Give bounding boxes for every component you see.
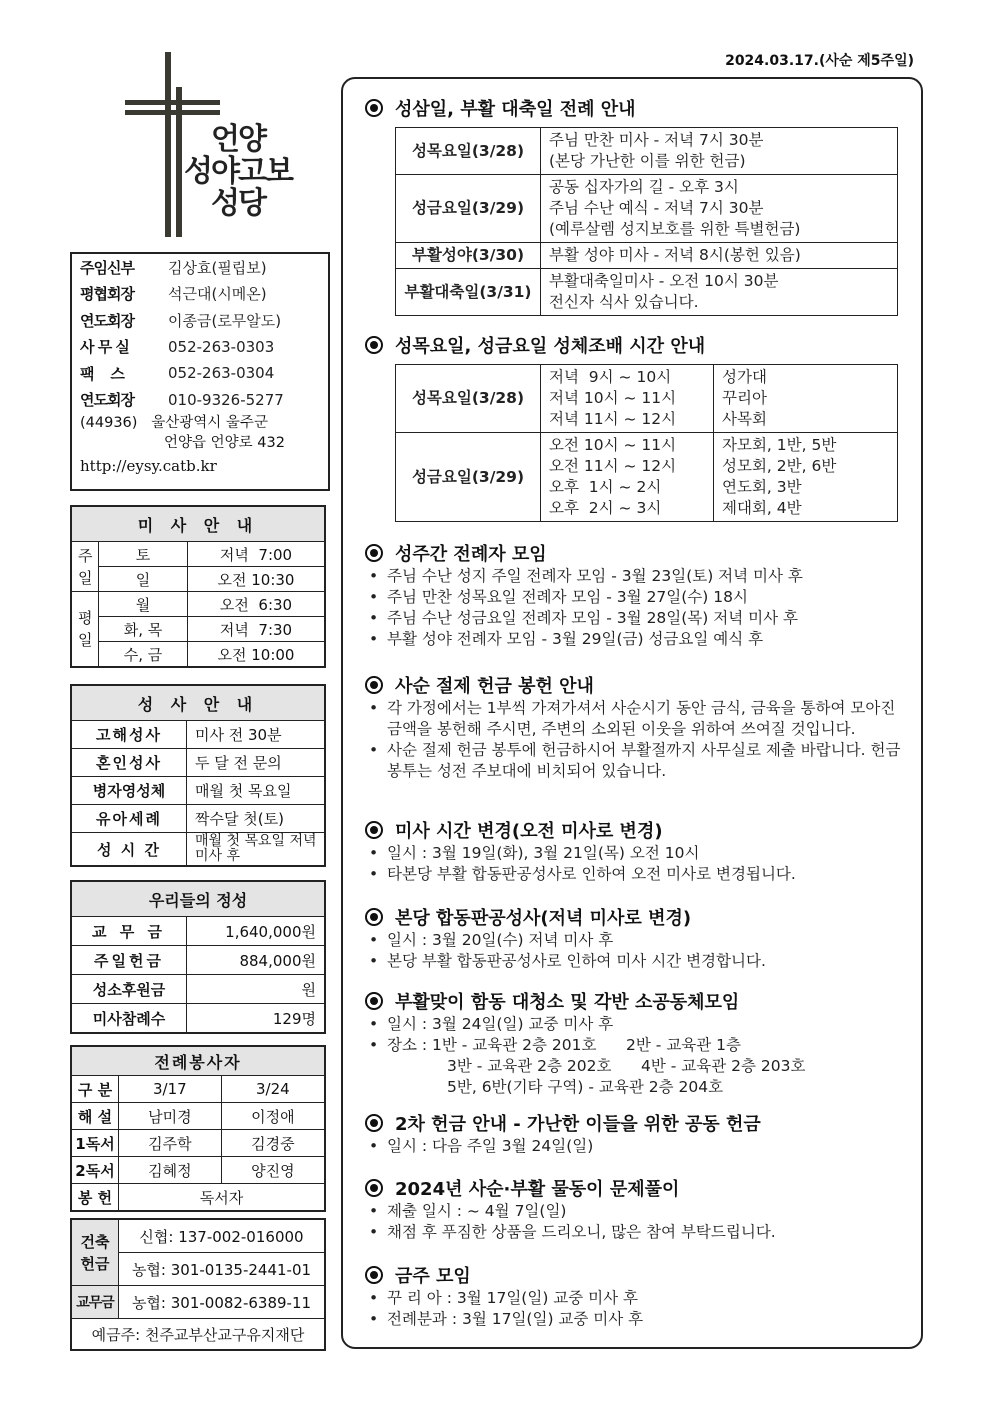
servers-role: 1독서 [71, 1130, 119, 1157]
sacrament-key: 유아세례 [71, 805, 187, 833]
section-title [365, 540, 905, 566]
section-title-text: 2024년 사순·부활 물동이 문제풀이 [395, 1179, 680, 1200]
section-title [365, 904, 905, 930]
offering-value: 1,640,000원 [187, 917, 326, 946]
account-holder: 예금주: 천주교부산교구유지재단 [71, 1319, 325, 1351]
build-label-text: 건축헌금 [80, 1232, 110, 1273]
detail-line: 공동 십자가의 길 - 오후 3시 [549, 178, 739, 196]
servers-cell: 이정애 [221, 1103, 325, 1130]
section-title [365, 988, 905, 1014]
parish-name [178, 124, 298, 220]
offering-value: 884,000원 [187, 946, 326, 975]
sacrament-value: 매월 첫 목요일 저녁미사 후 [187, 833, 326, 867]
section-adoration [365, 332, 905, 522]
mass-day: 화, 목 [99, 617, 188, 642]
sacrament-value: 짝수달 첫(토) [187, 805, 326, 833]
contact-key: 사 무 실 [80, 338, 129, 357]
contact-key: 주임신부 [80, 258, 134, 277]
build-label [71, 1219, 119, 1286]
section-title [365, 817, 905, 843]
offering-value: 129명 [187, 1004, 326, 1034]
section-weekly-meetings [365, 1262, 905, 1330]
sacrament-key: 성 시 간 [71, 833, 187, 867]
section-title-text: 성주간 전례자 모임 [395, 544, 547, 565]
contact-row [72, 307, 328, 334]
servers-header: 3/17 [119, 1076, 222, 1103]
zip-code: (44936) [80, 415, 138, 431]
section-title [365, 1262, 905, 1288]
servers-cell: 남미경 [119, 1103, 222, 1130]
account-number: 신협: 137-002-016000 [119, 1219, 326, 1253]
contact-row [72, 360, 328, 387]
time-slot: 저녁 10시 ~ 11시 [549, 389, 677, 407]
offering-key: 주일헌금 [71, 946, 187, 975]
time-slot: 저녁 9시 ~ 10시 [549, 368, 672, 386]
address-line1: 울산광역시 울주군 [151, 415, 268, 431]
detail-line: 주님 수난 예식 - 저녁 7시 30분 [549, 199, 764, 217]
sacrament-info [70, 684, 326, 867]
contact-value: 이종금(로무알도) [168, 311, 282, 330]
liturgy-day: 성금요일(3/29) [396, 175, 541, 243]
detail-line: 주님 만찬 미사 - 저녁 7시 30분 [549, 131, 764, 149]
offering-summary [70, 880, 326, 1034]
account-number: 농협: 301-0135-2441-01 [119, 1253, 326, 1286]
contact-row [72, 334, 328, 361]
section-triduum [365, 95, 905, 316]
servers-cell: 김경중 [221, 1130, 325, 1157]
adoration-groups [714, 433, 898, 522]
list-item: • 타본당 부활 합동판공성사로 인하여 오전 미사로 변경됩니다. [365, 864, 905, 885]
section-title [365, 95, 905, 121]
adoration-times [541, 365, 714, 433]
time-slot: 오후 2시 ~ 3시 [549, 499, 662, 517]
weekday-label [71, 592, 99, 668]
sacrament-value: 두 달 전 문의 [187, 749, 326, 777]
announcements-panel [341, 77, 923, 1349]
cross-bar-2 [125, 110, 220, 115]
list-item: • 일시 : 3월 24일(일) 교중 미사 후 [365, 1014, 905, 1035]
address-line2: 언양읍 언양로 432 [164, 435, 285, 451]
servers-cell: 양진영 [221, 1157, 325, 1184]
account-number: 농협: 301-0082-6389-11 [119, 1286, 326, 1319]
contact-row [72, 387, 328, 414]
section-confession [365, 904, 905, 972]
parish-logo [120, 52, 300, 237]
section-title-text: 2차 헌금 안내 - 가난한 이들을 위한 공동 헌금 [395, 1114, 761, 1135]
bullet-icon [365, 99, 383, 117]
adoration-times [541, 433, 714, 522]
time-slot: 오전 10시 ~ 11시 [549, 436, 677, 454]
section-title [365, 1175, 905, 1201]
section-title-text: 부활맞이 함동 대청소 및 각반 소공동체모임 [395, 992, 740, 1013]
cross-bar [125, 100, 220, 105]
list-item: • 주님 수난 성지 주일 전례자 모임 - 3월 23일(토) 저녁 미사 후 [365, 566, 905, 587]
section-quiz [365, 1175, 905, 1243]
servers-title: 전례봉사자 [71, 1046, 325, 1076]
mass-time: 저녁 7:30 [188, 617, 326, 642]
adoration-day: 성목요일(3/28) [396, 365, 541, 433]
servers-header: 3/24 [221, 1076, 325, 1103]
detail-line: 부활대축일미사 - 오전 10시 30분 [549, 272, 779, 290]
mass-time: 오전 10:00 [188, 642, 326, 668]
logo-line3: 성당 [211, 186, 265, 221]
time-slot: 오전 11시 ~ 12시 [549, 457, 677, 475]
list-item: • 본당 부활 합동판공성사로 인하여 미사 시간 변경합니다. [365, 951, 905, 972]
time-slot: 저녁 11시 ~ 12시 [549, 410, 677, 428]
bulletin-date: 2024.03.17.(사순 제5주일) [725, 53, 914, 69]
bullet-icon [365, 676, 383, 694]
liturgy-servers [70, 1045, 326, 1212]
contact-key: 평협회장 [80, 285, 134, 304]
section-holy-week-meeting [365, 540, 905, 650]
section-title [365, 1110, 905, 1136]
liturgy-day: 성목요일(3/28) [396, 128, 541, 175]
contact-key: 연도회장 [80, 391, 134, 410]
group-name: 성가대 [722, 368, 767, 386]
list-item: • 부활 성야 전례자 모임 - 3월 29일(금) 성금요일 예식 후 [365, 629, 905, 650]
bullet-icon [365, 336, 383, 354]
sunday-label [71, 542, 99, 592]
offering-title: 우리들의 정성 [71, 881, 325, 917]
sacrament-key: 혼인성사 [71, 749, 187, 777]
mass-time: 저녁 7:00 [188, 542, 326, 567]
list-item: • 제출 일시 : ~ 4월 7일(일) [365, 1201, 905, 1222]
liturgy-detail [541, 243, 898, 269]
section-title-text: 성목요일, 성금요일 성체조배 시간 안내 [395, 336, 706, 357]
mass-day: 토 [99, 542, 188, 567]
liturgy-day: 부활성야(3/30) [396, 243, 541, 269]
bullet-icon [365, 992, 383, 1010]
list-item: • 꾸 리 아 : 3월 17일(일) 교중 미사 후 [365, 1288, 905, 1309]
list-item-continued: 3반 - 교육관 2층 202호 4반 - 교육관 2층 203호 [447, 1057, 806, 1075]
contact-box [70, 252, 330, 491]
logo-line1: 언양 [211, 122, 265, 157]
section-title-text: 본당 합동판공성사(저녁 미사로 변경) [395, 908, 692, 929]
sacrament-title: 성 사 안 내 [71, 685, 325, 721]
list-item: • 장소 : 1반 - 교육관 2층 201호 2반 - 교육관 1층 [365, 1035, 905, 1056]
liturgy-detail [541, 269, 898, 316]
contact-row [72, 281, 328, 308]
adoration-groups [714, 365, 898, 433]
detail-line: (본당 가난한 이를 위한 헌금) [549, 152, 746, 170]
sacrament-key: 고해성사 [71, 721, 187, 749]
servers-role: 해 설 [71, 1103, 119, 1130]
address [72, 413, 328, 453]
liturgy-detail [541, 175, 898, 243]
detail-line: 부활 성야 미사 - 저녁 8시(봉헌 있음) [549, 246, 801, 264]
detail-line: 전신자 식사 있습니다. [549, 293, 699, 311]
adoration-day: 성금요일(3/29) [396, 433, 541, 522]
mass-day: 일 [99, 567, 188, 592]
weekday-text: 평일 [78, 609, 93, 649]
contact-value: 김상효(필립보) [168, 258, 267, 277]
list-item: • 일시 : 다음 주일 3월 24일(일) [365, 1136, 905, 1157]
liturgy-day: 부활대축일(3/31) [396, 269, 541, 316]
list-item: • 채점 후 푸짐한 상품을 드리오니, 많은 참여 부탁드립니다. [365, 1222, 905, 1243]
section-lent-offering [365, 672, 905, 782]
time-slot: 오후 1시 ~ 2시 [549, 478, 662, 496]
contact-value: 석근대(시메온) [168, 285, 267, 304]
contact-row [72, 254, 328, 281]
bullet-icon [365, 1114, 383, 1132]
edu-label: 교무금 [71, 1286, 119, 1319]
cross-icon [165, 52, 171, 237]
list-item: • 주님 만찬 성목요일 전례자 모임 - 3월 27일(수) 18시 [365, 587, 905, 608]
contact-key: 팩 스 [80, 364, 124, 383]
bullet-icon [365, 821, 383, 839]
servers-cell: 김주학 [119, 1130, 222, 1157]
section-title [365, 332, 905, 358]
servers-header: 구 분 [71, 1076, 119, 1103]
list-item: • 주님 수난 성금요일 전례자 모임 - 3월 28일(목) 저녁 미사 후 [365, 608, 905, 629]
contact-value: 052-263-0304 [168, 364, 275, 383]
website-link[interactable]: http://eysy.catb.kr [80, 457, 217, 475]
mass-day: 수, 금 [99, 642, 188, 668]
section-cleaning [365, 988, 905, 1098]
sacrament-value: 미사 전 30분 [187, 721, 326, 749]
offering-value: 원 [187, 975, 326, 1004]
group-name: 사목회 [722, 410, 767, 428]
detail-line: (예루살렘 성지보호를 위한 특별헌금) [549, 220, 801, 238]
group-name: 제대회, 4반 [722, 499, 802, 517]
section-second-collection [365, 1110, 905, 1157]
list-item: • 각 가정에서는 1부씩 가져가셔서 사순시기 동안 금식, 금육을 통하여 모아진 금액을 봉헌해 주시면, 주변의 소외된 이웃을 위하여 쓰여질 것입니다. [365, 698, 905, 740]
servers-cell: 독서자 [119, 1184, 326, 1212]
servers-role: 2독서 [71, 1157, 119, 1184]
section-title [365, 672, 905, 698]
list-item: • 일시 : 3월 20일(수) 저녁 미사 후 [365, 930, 905, 951]
bullet-icon [365, 908, 383, 926]
group-name: 꾸리아 [722, 389, 767, 407]
group-name: 연도회, 3반 [722, 478, 802, 496]
section-title-text: 미사 시간 변경(오전 미사로 변경) [395, 821, 663, 842]
mass-time: 오전 6:30 [188, 592, 326, 617]
sunday-text: 주일 [78, 546, 93, 587]
bullet-icon [365, 1266, 383, 1284]
section-title-text: 성삼일, 부활 대축일 전례 안내 [395, 99, 636, 120]
sacrament-value: 매월 첫 목요일 [187, 777, 326, 805]
offering-key: 교 무 금 [71, 917, 187, 946]
logo-line2: 성야고보 [184, 154, 292, 189]
mass-schedule [70, 505, 326, 668]
list-item: • 일시 : 3월 19일(화), 3월 21일(목) 오전 10시 [365, 843, 905, 864]
mass-title: 미 사 안 내 [71, 506, 325, 542]
liturgy-detail [541, 128, 898, 175]
mass-day: 월 [99, 592, 188, 617]
list-item-continued: 5반, 6반(기타 구역) - 교육관 2층 204호 [447, 1078, 724, 1096]
section-title-text: 금주 모임 [395, 1266, 471, 1287]
sacrament-key: 병자영성체 [71, 777, 187, 805]
bullet-icon [365, 544, 383, 562]
list-item: • 사순 절제 헌금 봉투에 헌금하시어 부활절까지 사무실로 제출 바랍니다. 헌금 봉투는 성전 주보대에 비치되어 있습니다. [365, 740, 905, 782]
group-name: 자모회, 1반, 5반 [722, 436, 837, 454]
servers-role: 봉 헌 [71, 1184, 119, 1212]
contact-value: 010-9326-5277 [168, 390, 284, 409]
section-title-text: 사순 절제 헌금 봉헌 안내 [395, 676, 594, 697]
list-item: • 전례분과 : 3월 17일(일) 교중 미사 후 [365, 1309, 905, 1330]
servers-cell: 김혜정 [119, 1157, 222, 1184]
bank-accounts [70, 1218, 326, 1351]
section-mass-change [365, 817, 905, 885]
offering-key: 성소후원금 [71, 975, 187, 1004]
offering-key: 미사참례수 [71, 1004, 187, 1034]
mass-time: 오전 10:30 [188, 567, 326, 592]
contact-key: 연도회장 [80, 311, 134, 330]
bullet-icon [365, 1179, 383, 1197]
group-name: 성모회, 2반, 6반 [722, 457, 837, 475]
contact-value: 052-263-0303 [168, 337, 275, 356]
